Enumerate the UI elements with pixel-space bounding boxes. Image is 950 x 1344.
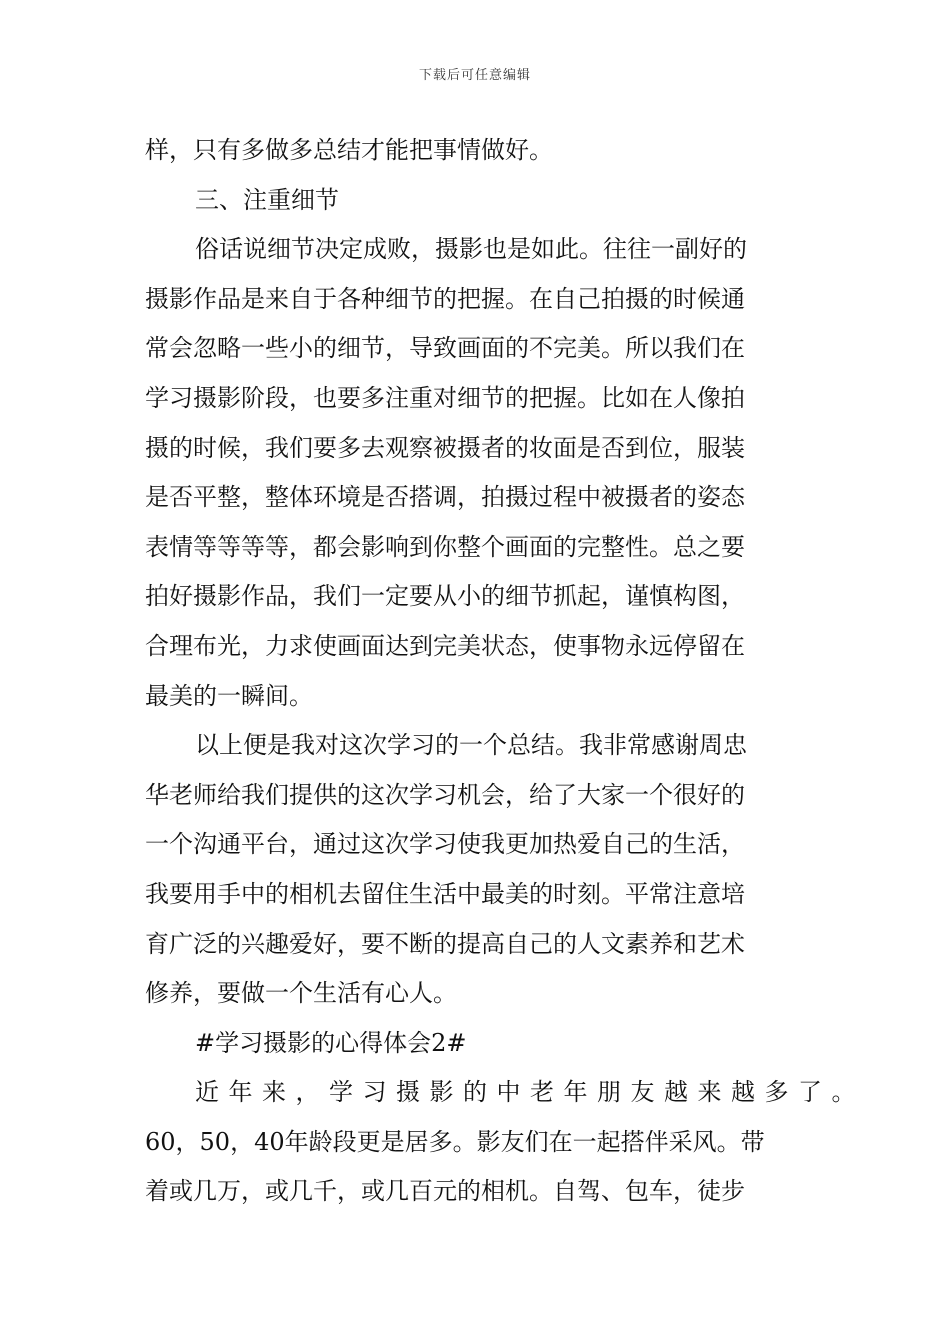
text-line: 学习摄影阶段，也要多注重对细节的把握。比如在人像拍	[145, 383, 745, 412]
text-line: 样，只有多做多总结才能把事情做好。	[145, 136, 553, 164]
text-line: 一个沟通平台，通过这次学习使我更加热爱自己的生活，	[145, 830, 745, 859]
text-line: 以上便是我对这次学习的一个总结。我非常感谢周忠	[195, 731, 747, 760]
text-line: 最美的一瞬间。	[145, 681, 313, 710]
text-line: 修养，要做一个生活有心人。	[145, 979, 457, 1008]
text-line: 华老师给我们提供的这次学习机会，给了大家一个很好的	[145, 780, 745, 809]
text-line: 近年来，学习摄影的中老年朋友越来越多了。	[195, 1078, 865, 1107]
document-body	[145, 126, 865, 1217]
page-header: 下载后可任意编辑	[418, 68, 531, 83]
text-line: 着或几万，或几千，或几百元的相机。自驾、包车，徒步	[145, 1177, 745, 1206]
text-line: 60，50，40年龄段更是居多。影友们在一起搭伴采风。带	[145, 1127, 765, 1156]
text-line: 俗话说细节决定成败，摄影也是如此。往往一副好的	[195, 235, 747, 264]
text-line: 表情等等等等，都会影响到你整个画面的完整性。总之要	[145, 532, 745, 561]
text-line: 育广泛的兴趣爱好，要不断的提高自己的人文素养和艺术	[145, 929, 745, 958]
text-line: 合理布光，力求使画面达到完美状态，使事物永远停留在	[145, 631, 745, 660]
section-heading: #学习摄影的心得体会2#	[195, 1028, 467, 1057]
section-heading: 三、注重细节	[195, 185, 339, 214]
text-line: 常会忽略一些小的细节，导致画面的不完美。所以我们在	[145, 334, 745, 363]
text-line: 摄的时候，我们要多去观察被摄者的妆面是否到位，服装	[145, 433, 745, 462]
text-line: 拍好摄影作品，我们一定要从小的细节抓起，谨慎构图，	[145, 582, 745, 611]
text-line: 我要用手中的相机去留住生活中最美的时刻。平常注意培	[145, 879, 745, 908]
text-line: 是否平整，整体环境是否搭调，拍摄过程中被摄者的姿态	[145, 483, 745, 512]
text-line: 摄影作品是来自于各种细节的把握。在自己拍摄的时候通	[145, 284, 745, 313]
